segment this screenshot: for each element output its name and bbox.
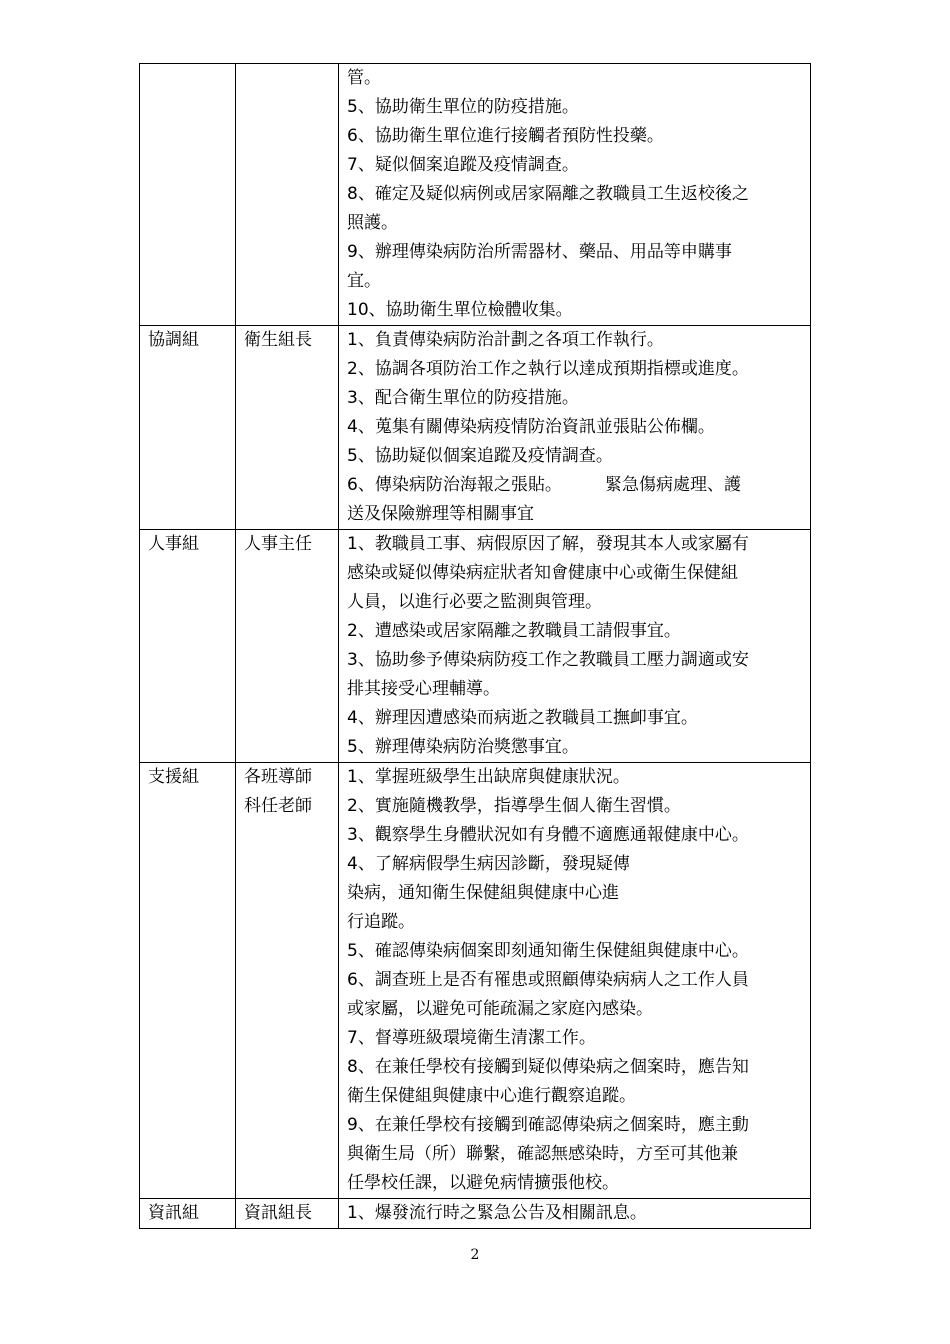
task-line: 任學校任課，以避免病情擴張他校。 [347,1173,619,1193]
task-line: 7、疑似個案追蹤及疫情調查。 [347,155,579,175]
task-line: 與衛生局（所）聯繫，確認無感染時，方至可其他兼 [347,1144,738,1164]
person-name: 各班導師 [244,767,312,787]
page-number: 2 [470,1247,480,1263]
task-line: 3、配合衛生單位的防疫措施。 [347,388,579,408]
table-row [140,326,811,530]
task-line: 照護。 [347,213,398,233]
table-row [140,1199,811,1229]
task-line: 3、協助參予傳染病防疫工作之教職員工壓力調適或安 [347,650,749,670]
table-row [140,763,811,1199]
group-cell [140,763,236,1199]
person-name: 衛生組長 [244,330,312,350]
group-name: 資訊組 [148,1203,199,1223]
person-cell [236,763,339,1199]
task-line: 8、在兼任學校有接觸到疑似傳染病之個案時，應告知 [347,1057,749,1077]
tasks-cell [339,530,811,763]
task-line: 1、爆發流行時之緊急公告及相關訊息。 [347,1203,647,1223]
task-line: 送及保險辦理等相關事宜 [347,504,534,524]
group-cell [140,530,236,763]
task-line: 染病，通知衛生保健組與健康中心進 [347,883,619,903]
task-line: 1、教職員工事、病假原因了解，發現其本人或家屬有 [347,534,749,554]
task-line: 宜。 [347,271,381,291]
task-line: 2、協調各項防治工作之執行以達成預期指標或進度。 [347,359,749,379]
task-line: 3、觀察學生身體狀況如有身體不適應通報健康中心。 [347,825,749,845]
person-cell [236,326,339,530]
task-line: 管。 [347,68,381,88]
task-line: 人員，以進行必要之監測與管理。 [347,592,602,612]
table-row [140,530,811,763]
task-line: 8、確定及疑似病例或居家隔離之教職員工生返校後之 [347,184,749,204]
group-cell [140,64,236,326]
task-line: 或家屬，以避免可能疏漏之家庭內感染。 [347,999,653,1019]
task-line: 5、協助衛生單位的防疫措施。 [347,97,579,117]
task-line: 7、督導班級環境衛生清潔工作。 [347,1028,596,1048]
task-line: 4、了解病假學生病因診斷，發現疑傳 [347,854,630,874]
task-line: 行追蹤。 [347,912,415,932]
task-line: 9、辦理傳染病防治所需器材、藥品、用品等申購事 [347,242,732,262]
task-line: 9、在兼任學校有接觸到確認傳染病之個案時，應主動 [347,1115,749,1135]
group-cell [140,1199,236,1229]
group-cell [140,326,236,530]
tasks-cell [339,64,811,326]
task-line: 6、調查班上是否有罹患或照顧傳染病病人之工作人員 [347,970,749,990]
responsibility-table [139,63,811,1229]
task-line: 5、協助疑似個案追蹤及疫情調查。 [347,446,613,466]
task-line: 4、蒐集有關傳染病疫情防治資訊並張貼公佈欄。 [347,417,715,437]
person-name: 資訊組長 [244,1203,312,1223]
task-line: 排其接受心理輔導。 [347,679,500,699]
task-line: 5、辦理傳染病防治獎懲事宜。 [347,737,579,757]
group-name: 支援組 [148,767,199,787]
person-cell [236,64,339,326]
task-line: 5、確認傳染病個案即刻通知衛生保健組與健康中心。 [347,941,749,961]
task-line: 10、協助衛生單位檢體收集。 [347,300,573,320]
table-row [140,64,811,326]
task-line: 2、實施隨機教學，指導學生個人衛生習慣。 [347,796,681,816]
person-cell [236,530,339,763]
task-line: 6、傳染病防治海報之張貼。 緊急傷病處理、護 [347,475,742,495]
tasks-cell [339,326,811,530]
person-name: 科任老師 [244,796,312,816]
task-line: 4、辦理因遭感染而病逝之教職員工撫卹事宜。 [347,708,698,728]
task-line: 1、掌握班級學生出缺席與健康狀況。 [347,767,630,787]
person-cell [236,1199,339,1229]
task-line: 6、協助衛生單位進行接觸者預防性投藥。 [347,126,664,146]
group-name: 協調組 [148,330,199,350]
tasks-cell [339,763,811,1199]
person-name: 人事主任 [244,534,312,554]
task-line: 衛生保健組與健康中心進行觀察追蹤。 [347,1086,636,1106]
group-name: 人事組 [148,534,199,554]
tasks-cell [339,1199,811,1229]
task-line: 感染或疑似傳染病症狀者知會健康中心或衛生保健組 [347,563,738,583]
task-line: 2、遭感染或居家隔離之教職員工請假事宜。 [347,621,681,641]
task-line: 1、負責傳染病防治計劃之各項工作執行。 [347,330,664,350]
